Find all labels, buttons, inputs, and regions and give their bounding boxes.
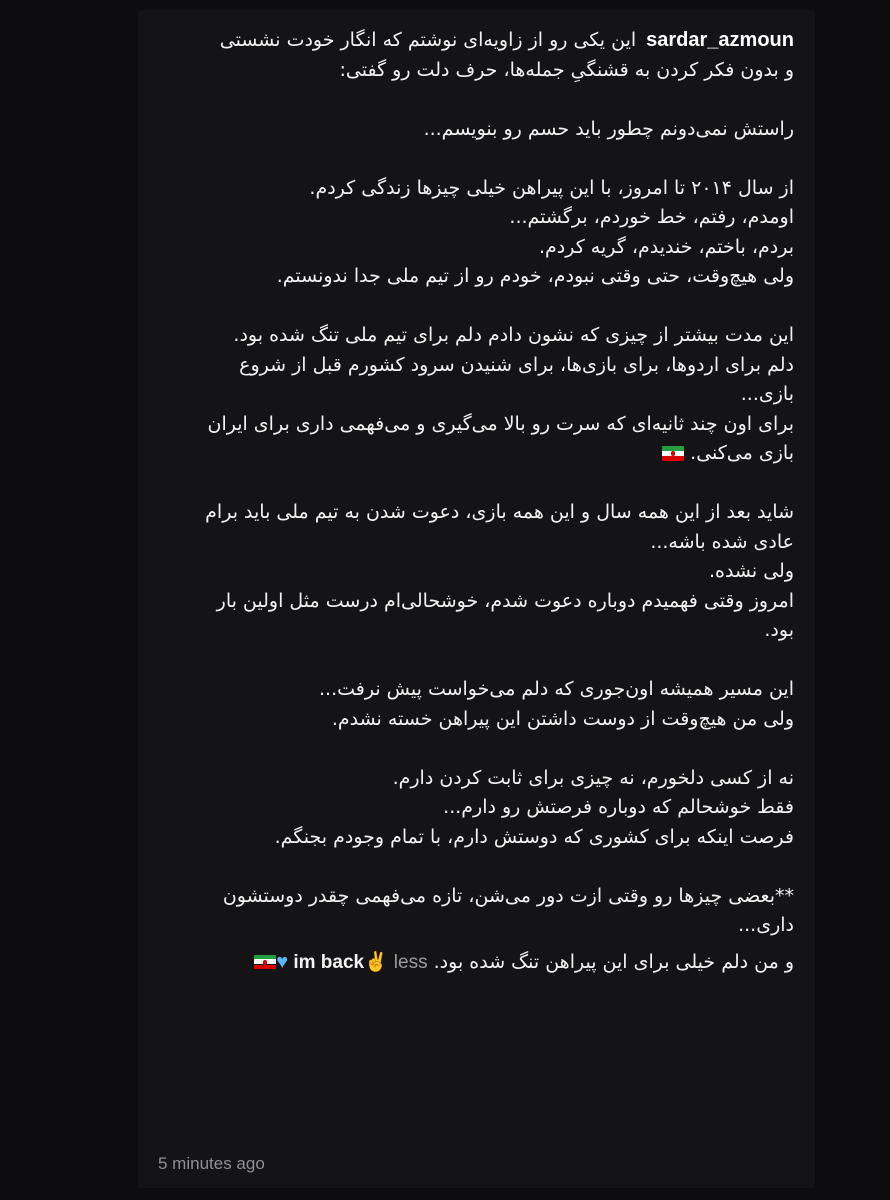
spacer [158,85,794,115]
post-caption [158,26,794,978]
paragraph-4-line-3: ولی نشده. [708,560,794,582]
paragraph-4-line-2: عادی شده باشه... [650,530,794,553]
username[interactable]: sardar_azmoun [646,29,794,51]
intro-text-1: این یکی رو از زاویه‌ای نوشتم که انگار خودت نشستی [219,29,637,51]
spacer [158,734,794,764]
paragraph-6-line-3: فرصت اینکه برای کشوری که دوستش دارم، با تمام وجودم بجنگم. [274,825,794,848]
paragraph-2-line-1: از سال ۲۰۱۴ تا امروز، با این پیراهن خیلی چیزها زندگی کردم. [309,176,794,199]
caption-line [158,947,794,978]
less-link[interactable]: less [393,951,428,973]
paragraph-5-line-2: ولی من هیچ‌وقت از دوست داشتن این پیراهن خسته نشدم. [331,707,794,730]
caption-text: و من دلم خیلی برای این پیراهن تنگ شده بود. [433,950,794,973]
paragraph-2-line-4: ولی هیچ‌وقت، حتی وقتی نبودم، خودم رو از تیم ملی جدا ندونستم. [276,265,794,287]
timestamp: 5 minutes ago [158,1154,265,1173]
paragraph-3-line-2: دلم برای اردوها، برای بازی‌ها، برای شنیدن سرود کشورم قبل از شروع [239,353,794,376]
blue-heart-icon: ♥ [276,950,289,973]
im-back-text [254,952,388,973]
paragraph-3-line-5 [158,439,794,469]
spacer [158,852,794,882]
iran-flag-icon [254,955,276,970]
im-back-label: im back [293,951,365,973]
paragraph-6-line-2: فقط خوشحالم که دوباره فرصتش رو دارم... [443,796,794,818]
paragraph-6-line-1: نه از کسی دلخورم، نه چیزی برای ثابت کردن دارم. [392,766,794,789]
paragraph-7-line-1: **بعضی چیزها رو وقتی ازت دور می‌شن، تازه می‌فهمی چقدر دوستشون [222,884,794,907]
paragraph-3-line-4: برای اون چند ثانیه‌ای که سرت رو بالا می‌گیری و می‌فهمی داری برای ایران [207,412,794,435]
paragraph-3-line-1: این مدت بیشتر از چیزی که نشون دادم دلم برای تیم ملی تنگ شده بود. [233,324,794,346]
spacer [158,292,794,322]
spacer [158,469,794,499]
paragraph-3-line-3: بازی... [740,383,794,405]
intro-line-1 [158,26,794,56]
paragraph-4-line-4: امروز وقتی فهمیدم دوباره دعوت شدم، خوشحالی‌ام درست مثل اولین بار [216,589,794,612]
spacer [158,646,794,676]
spacer [158,144,794,174]
paragraph-1-line-1: راستش نمی‌دونم چطور باید حسم رو بنویسم... [423,117,794,140]
paragraph-5-line-1: این مسیر همیشه اون‌جوری که دلم می‌خواست پیش نرفت... [318,678,794,700]
victory-hand-icon: ✌ [364,951,388,973]
paragraph-2-line-2: اومدم، رفتم، خط خوردم، برگشتم... [509,206,794,228]
iran-flag-icon [662,446,684,461]
paragraph-2-line-3: بردم، باختم، خندیدم، گریه کردم. [538,235,794,258]
paragraph-4-line-5: بود. [764,619,794,641]
paragraph-7-line-2: داری... [738,914,794,936]
paragraph-3-text-5: بازی می‌کنی. [690,442,794,464]
paragraph-4-line-1: شاید بعد از این همه سال و این همه بازی، دعوت شدن به تیم ملی باید برام [205,501,794,523]
intro-line-2: و بدون فکر کردن به قشنگیِ جمله‌ها، حرف دلت رو گفتی: [339,58,794,81]
